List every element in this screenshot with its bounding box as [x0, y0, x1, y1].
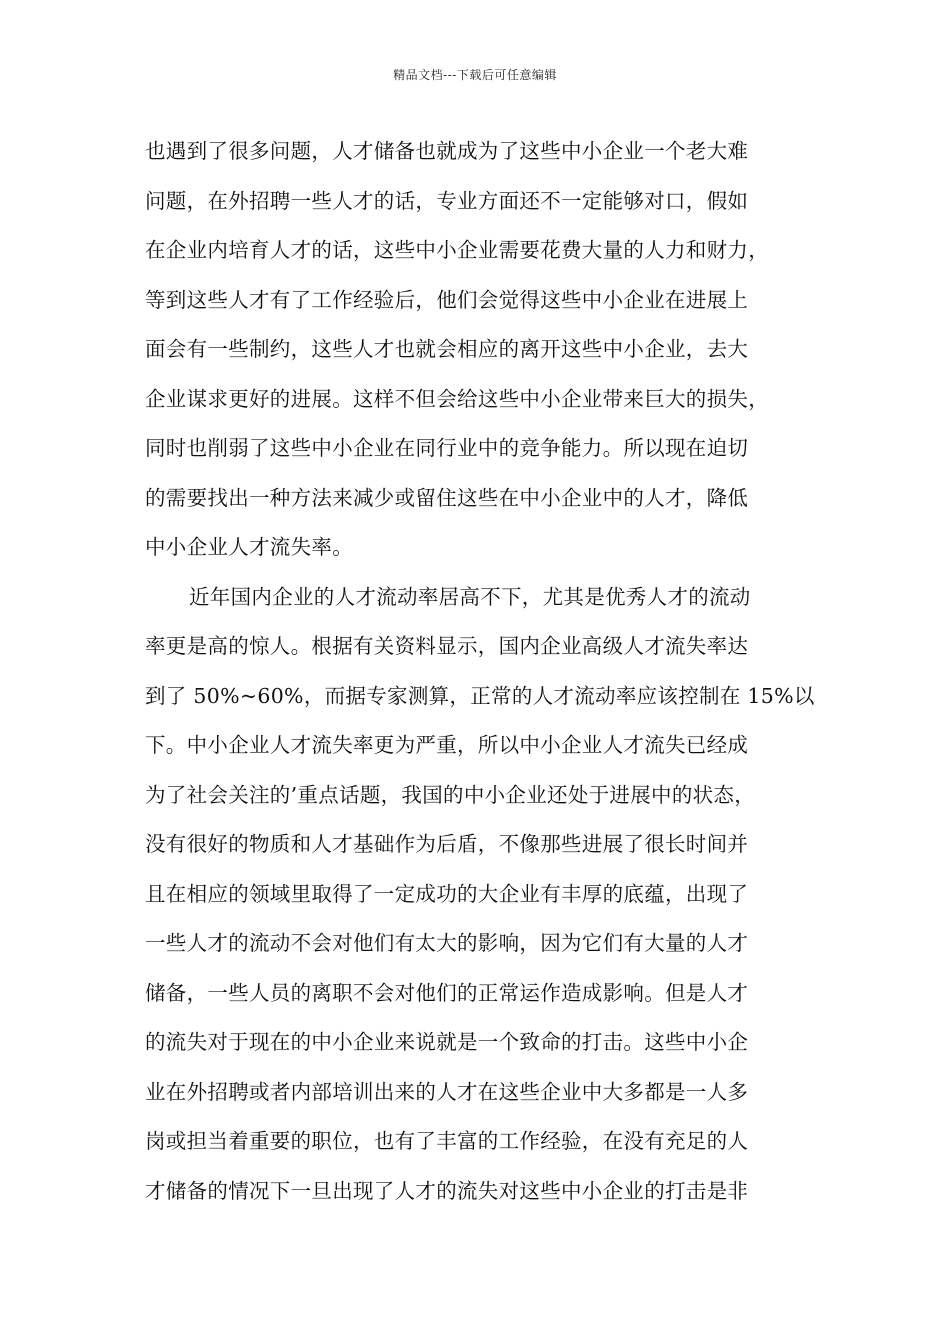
document-body: [145, 127, 820, 1216]
paragraph-first-line: 近年国内企业的人才流动率居高不下，尤其是优秀人才的流动: [189, 584, 751, 609]
text-line: 的流失对于现在的中小企业来说就是一个致命的打击。这些中小企: [145, 1030, 749, 1054]
text-line: 也遇到了很多问题，人才储备也就成为了这些中小企业一个老大难: [145, 139, 749, 163]
text-line: 储备，一些人员的离职不会对他们的正常运作造成影响。但是人才: [145, 980, 749, 1005]
text-line: 企业谋求更好的进展。这样不但会给这些中小企业带来巨大的损失，: [145, 386, 769, 411]
text-line: 率更是高的惊人。根据有关资料显示，国内企业高级人才流失率达: [145, 634, 749, 658]
text-line: 问题，在外招聘一些人才的话，专业方面还不一定能够对口，假如: [145, 188, 749, 213]
text-line: 等到这些人才有了工作经验后，他们会觉得这些中小企业在进展上: [145, 287, 749, 312]
text-line: 面会有一些制约，这些人才也就会相应的离开这些中小企业，去大: [145, 337, 749, 361]
text-line: 的需要找出一种方法来减少或留住这些在中小企业中的人才，降低: [145, 485, 749, 510]
text-line: 业在外招聘或者内部培训出来的人才在这些企业中大多都是一人多: [145, 1079, 749, 1104]
text-line: 为了社会关注的’重点话题，我国的中小企业还处于进展中的状态，: [145, 782, 756, 807]
text-line: 中小企业人才流失率。: [145, 535, 353, 559]
text-line: 一些人才的流动不会对他们有太大的影响，因为它们有大量的人才: [145, 931, 749, 955]
text-line: 到了 50%~60%，而据专家测算，正常的人才流动率应该控制在 15%以: [145, 683, 815, 708]
text-line: 才储备的情况下一旦出现了人才的流失对这些中小企业的打击是非: [145, 1178, 749, 1203]
text-line: 岗或担当着重要的职位，也有了丰富的工作经验，在没有充足的人: [145, 1129, 749, 1153]
text-line: 下。中小企业人才流失率更为严重，所以中小企业人才流失已经成: [145, 733, 749, 757]
text-line: 没有很好的物质和人才基础作为后盾，不像那些进展了很长时间并: [145, 832, 749, 856]
text-line: 同时也削弱了这些中小企业在同行业中的竞争能力。所以现在迫切: [145, 436, 749, 460]
text-line: 在企业内培育人才的话，这些中小企业需要花费大量的人力和财力，: [145, 238, 769, 262]
text-line: 且在相应的领域里取得了一定成功的大企业有丰厚的底蕴，出现了: [145, 881, 749, 906]
page-header: 精品文档---下载后可任意编辑: [393, 68, 557, 82]
